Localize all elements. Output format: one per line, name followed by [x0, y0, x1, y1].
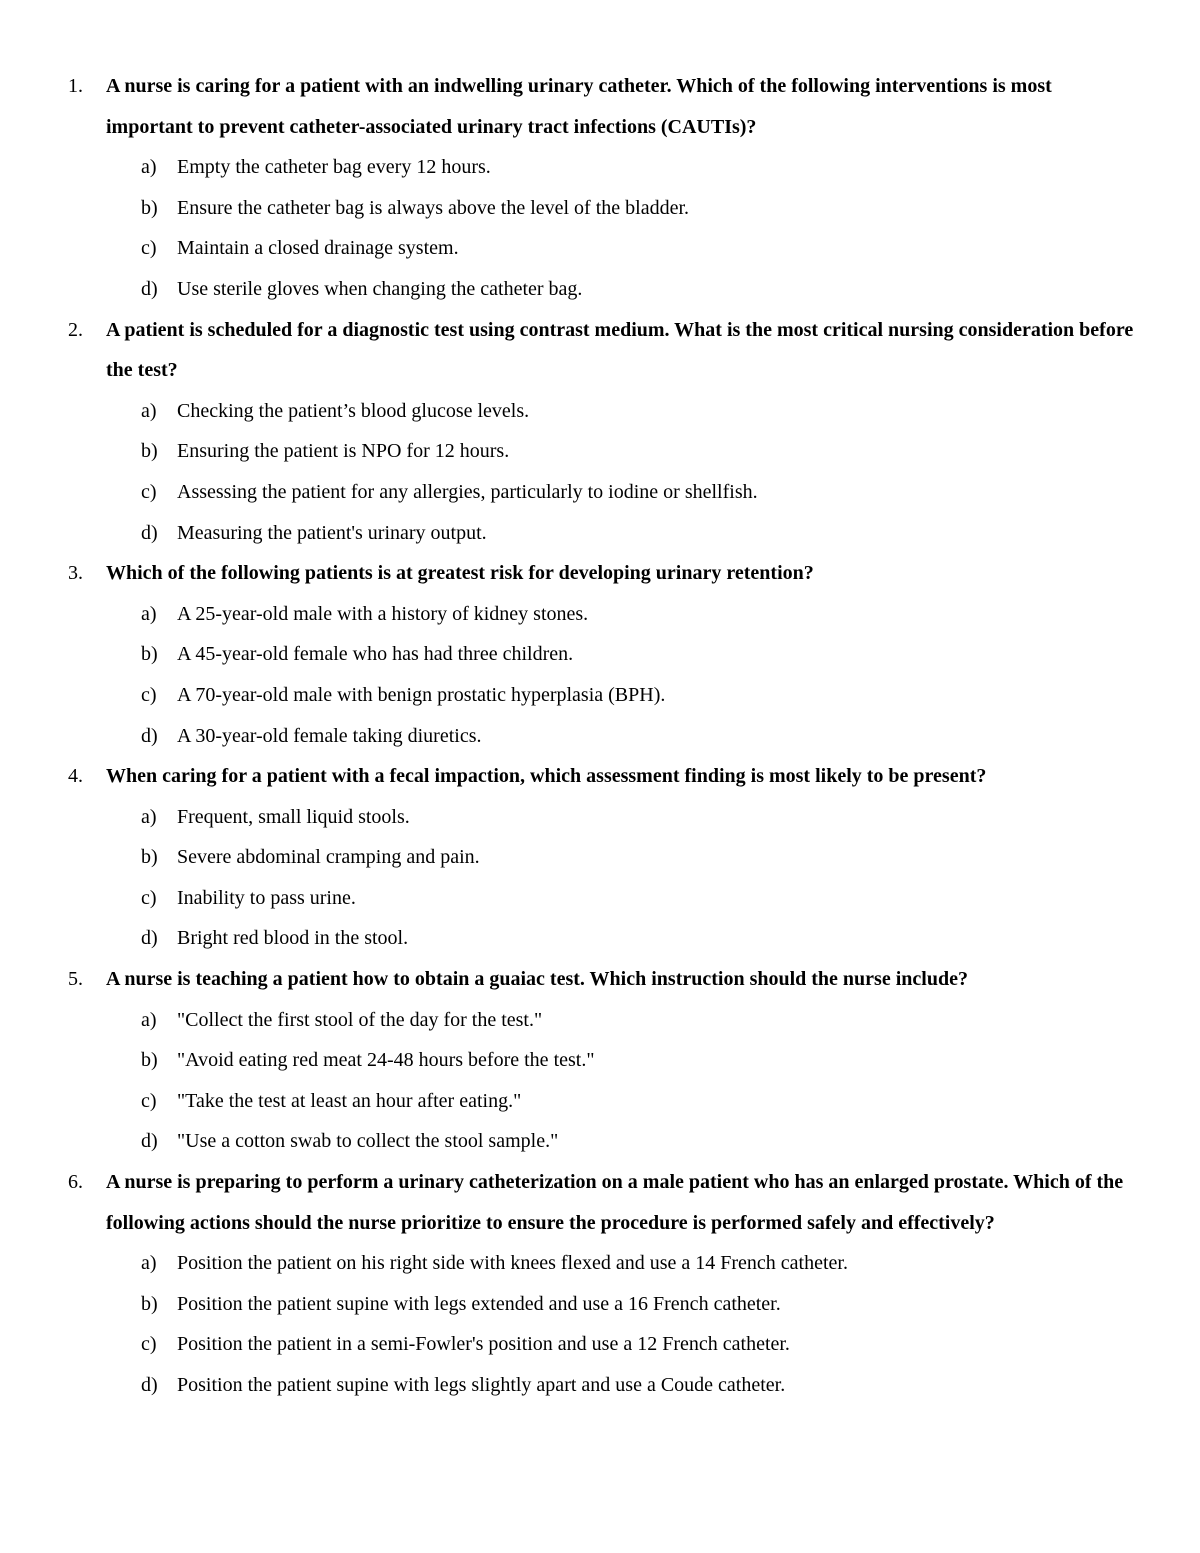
question-text: A nurse is preparing to perform a urinary catheterization on a male patient who has an enlarged prostate. Which of the following actions should the nurse prioritize to ensure the procedure is performed safely and effectively?	[106, 1171, 1124, 1234]
question-5-stem	[0, 959, 1200, 1000]
question-3	[0, 553, 1200, 756]
option-letter: a)	[141, 1252, 157, 1275]
question-2-stem	[0, 310, 1200, 391]
option-letter: c)	[141, 1089, 157, 1112]
option-text: Use sterile gloves when changing the catheter bag.	[177, 277, 583, 300]
option-text: Inability to pass urine.	[177, 886, 356, 909]
option-letter: d)	[141, 277, 158, 300]
option-a	[0, 1000, 1200, 1041]
question-number: 4.	[68, 765, 83, 788]
question-6-stem	[0, 1162, 1200, 1243]
option-letter: c)	[141, 886, 157, 909]
option-letter: d)	[141, 1130, 158, 1153]
option-text: Position the patient supine with legs slightly apart and use a Coude catheter.	[177, 1374, 786, 1396]
option-text: A 70-year-old male with benign prostatic hyperplasia (BPH).	[177, 683, 666, 706]
option-letter: c)	[141, 1333, 157, 1356]
option-letter: c)	[141, 480, 157, 503]
question-1-stem	[0, 66, 1200, 147]
option-b	[0, 837, 1200, 878]
option-d	[0, 716, 1200, 757]
option-b	[0, 431, 1200, 472]
option-d	[0, 513, 1200, 554]
option-text: Maintain a closed drainage system.	[177, 237, 459, 260]
option-text: Frequent, small liquid stools.	[177, 805, 410, 828]
option-letter: c)	[141, 683, 157, 706]
option-letter: a)	[141, 1008, 157, 1031]
option-text: Assessing the patient for any allergies, particularly to iodine or shellfish.	[177, 480, 758, 503]
option-text: A 30-year-old female taking diuretics.	[177, 724, 482, 747]
option-letter: c)	[141, 237, 157, 260]
option-letter: a)	[141, 156, 157, 179]
option-letter: d)	[141, 1374, 158, 1396]
option-text: "Avoid eating red meat 24-48 hours before the test."	[177, 1049, 595, 1072]
option-c	[0, 878, 1200, 919]
option-a	[0, 147, 1200, 188]
question-2	[0, 310, 1200, 554]
option-letter: d)	[141, 724, 158, 747]
option-text: "Collect the first stool of the day for the test."	[177, 1008, 543, 1031]
option-letter: b)	[141, 1292, 158, 1315]
option-text: Ensure the catheter bag is always above the level of the bladder.	[177, 196, 690, 219]
option-letter: a)	[141, 602, 157, 625]
option-c	[0, 228, 1200, 269]
question-number: 5.	[68, 968, 83, 991]
document-page	[0, 66, 1200, 1406]
question-6	[0, 1162, 1200, 1406]
option-d	[0, 1365, 1200, 1406]
question-number: 2.	[68, 318, 83, 341]
option-text: Position the patient in a semi-Fowler's position and use a 12 French catheter.	[177, 1333, 790, 1356]
option-text: "Take the test at least an hour after eating."	[177, 1089, 522, 1112]
option-a	[0, 391, 1200, 432]
question-3-stem	[0, 553, 1200, 594]
option-text: A 25-year-old male with a history of kidney stones.	[177, 602, 589, 625]
question-number: 3.	[68, 562, 83, 585]
option-b	[0, 188, 1200, 229]
option-d	[0, 269, 1200, 310]
question-4	[0, 756, 1200, 959]
question-text: Which of the following patients is at greatest risk for developing urinary retention?	[106, 562, 814, 585]
option-b	[0, 1040, 1200, 1081]
option-letter: a)	[141, 399, 157, 422]
question-text: A nurse is caring for a patient with an indwelling urinary catheter. Which of the following interventions is most important to prevent catheter-associated urinary tract infections (CAUTIs)?	[106, 75, 1052, 138]
option-text: Bright red blood in the stool.	[177, 927, 409, 950]
option-c	[0, 1081, 1200, 1122]
option-a	[0, 594, 1200, 635]
option-text: Ensuring the patient is NPO for 12 hours.	[177, 440, 510, 463]
option-a	[0, 1243, 1200, 1284]
option-d	[0, 1121, 1200, 1162]
option-text: Position the patient on his right side with knees flexed and use a 14 French catheter.	[177, 1252, 848, 1275]
question-number: 1.	[68, 75, 83, 97]
option-letter: b)	[141, 440, 158, 463]
option-c	[0, 675, 1200, 716]
option-c	[0, 1324, 1200, 1365]
option-text: Severe abdominal cramping and pain.	[177, 846, 480, 869]
question-text: A nurse is teaching a patient how to obtain a guaiac test. Which instruction should the nurse include?	[106, 968, 968, 991]
question-text: When caring for a patient with a fecal impaction, which assessment finding is most likely to be present?	[106, 765, 987, 788]
option-text: Position the patient supine with legs extended and use a 16 French catheter.	[177, 1292, 781, 1315]
option-b	[0, 634, 1200, 675]
option-d	[0, 918, 1200, 959]
option-text: "Use a cotton swab to collect the stool sample."	[177, 1130, 559, 1153]
option-letter: b)	[141, 1049, 158, 1072]
option-c	[0, 472, 1200, 513]
question-5	[0, 959, 1200, 1162]
option-text: Measuring the patient's urinary output.	[177, 521, 487, 544]
option-text: Checking the patient’s blood glucose levels.	[177, 399, 530, 422]
question-number: 6.	[68, 1171, 83, 1194]
option-a	[0, 797, 1200, 838]
option-text: A 45-year-old female who has had three children.	[177, 643, 574, 666]
question-1	[0, 66, 1200, 310]
option-letter: d)	[141, 521, 158, 544]
option-text: Empty the catheter bag every 12 hours.	[177, 156, 491, 179]
option-letter: d)	[141, 927, 158, 950]
question-text: A patient is scheduled for a diagnostic test using contrast medium. What is the most critical nursing consideration before the test?	[106, 318, 1134, 382]
option-b	[0, 1284, 1200, 1325]
option-letter: a)	[141, 805, 157, 828]
option-letter: b)	[141, 846, 158, 869]
option-letter: b)	[141, 196, 158, 219]
question-4-stem	[0, 756, 1200, 797]
option-letter: b)	[141, 643, 158, 666]
